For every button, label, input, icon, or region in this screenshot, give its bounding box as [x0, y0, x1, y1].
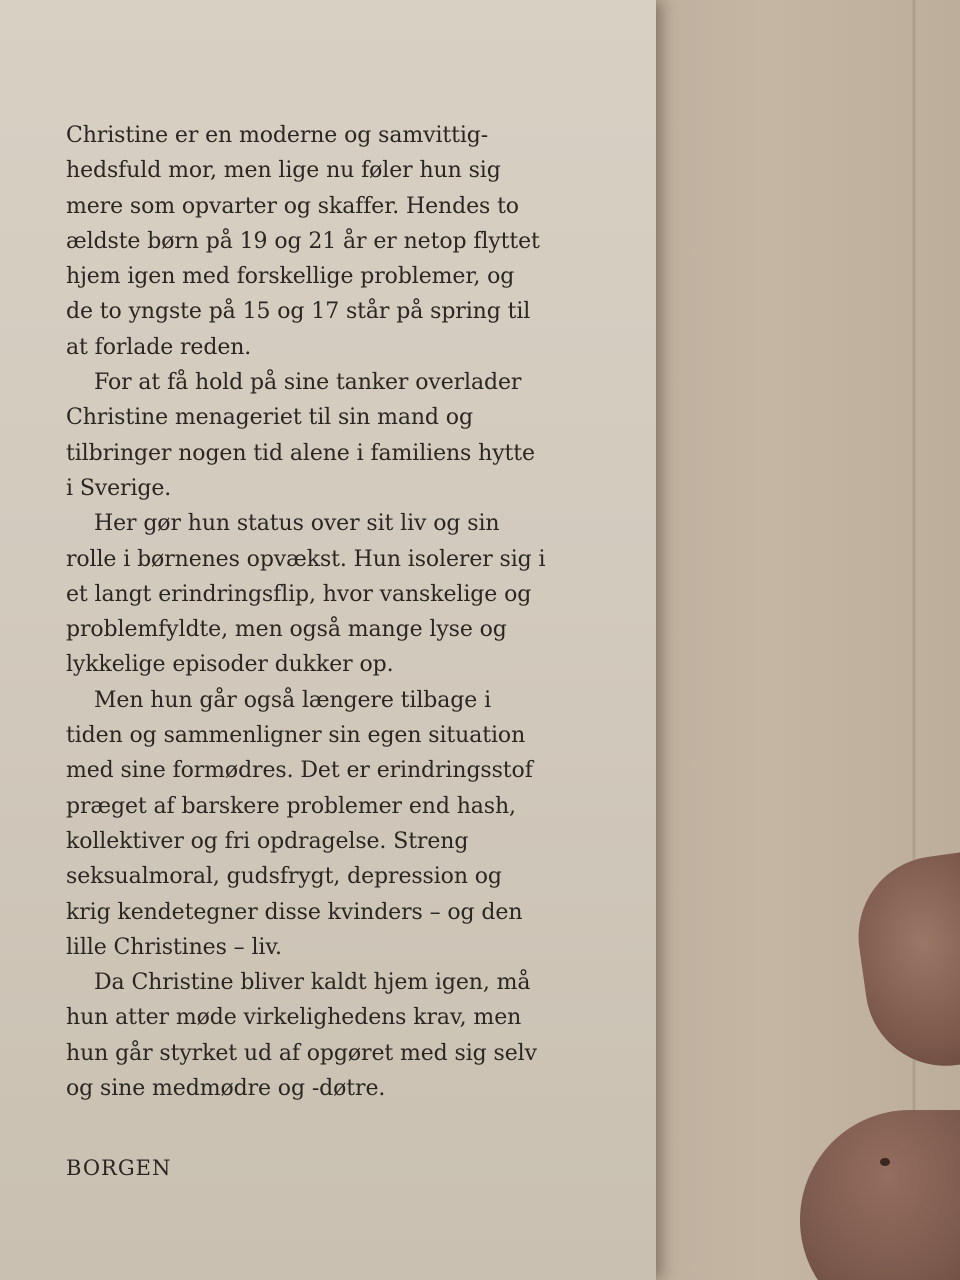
text-line: hjem igen med forskellige problemer, og — [66, 264, 515, 290]
text-line: tiden og sammenligner sin egen situation — [66, 723, 526, 749]
text-line: krig kendetegner disse kvinders – og den — [66, 899, 523, 925]
paragraph — [66, 683, 566, 965]
paragraph — [66, 965, 566, 1106]
text-line: et langt erindringsflip, hvor vanskelige og — [66, 581, 532, 607]
text-line: præget af barskere problemer end hash, — [66, 793, 516, 819]
text-line: problemfyldte, men også mange lyse og — [66, 617, 507, 643]
text-line: Christine er en moderne og samvittig- — [66, 123, 489, 148]
text-line: Her gør hun status over sit liv og sin — [94, 511, 500, 537]
text-line: For at få hold på sine tanker overlader — [94, 370, 522, 396]
publisher-name: BORGEN — [66, 1156, 172, 1180]
text-line: hun atter møde virkelighedens krav, men — [66, 1005, 522, 1031]
text-line: Da Christine bliver kaldt hjem igen, må — [94, 970, 531, 996]
text-line: hun går styrket ud af opgøret med sig selv — [66, 1040, 537, 1066]
text-line: mere som opvarter og skaffer. Hendes to — [66, 193, 519, 219]
text-line: kollektiver og fri opdragelse. Streng — [66, 828, 469, 854]
blurb-text — [66, 118, 566, 1106]
text-line: i Sverige. — [66, 475, 172, 501]
text-line: ældste børn på 19 og 21 år er netop flyttet — [66, 228, 540, 254]
text-line: Men hun går også længere tilbage i — [94, 687, 492, 713]
text-line: rolle i børnenes opvækst. Hun isolerer sig i — [66, 546, 546, 572]
text-line: Christine menageriet til sin mand og — [66, 405, 473, 431]
paragraph — [66, 365, 566, 506]
text-line: med sine formødres. Det er erindringsstof — [66, 758, 533, 784]
board-edge — [912, 0, 916, 1280]
text-line: tilbringer nogen tid alene i familiens hytte — [66, 440, 535, 466]
text-line: lille Christines – liv. — [66, 934, 282, 960]
text-line: seksualmoral, gudsfrygt, depression og — [66, 864, 502, 890]
finger-mark — [880, 1158, 890, 1166]
text-line: lykkelige episoder dukker op. — [66, 652, 394, 678]
text-line: de to yngste på 15 og 17 står på spring til — [66, 299, 531, 325]
text-line: at forlade reden. — [66, 334, 252, 360]
paragraph — [66, 118, 566, 365]
text-line: og sine medmødre og -døtre. — [66, 1076, 386, 1102]
text-line: hedsfuld mor, men lige nu føler hun sig — [66, 158, 501, 184]
paragraph — [66, 506, 566, 682]
